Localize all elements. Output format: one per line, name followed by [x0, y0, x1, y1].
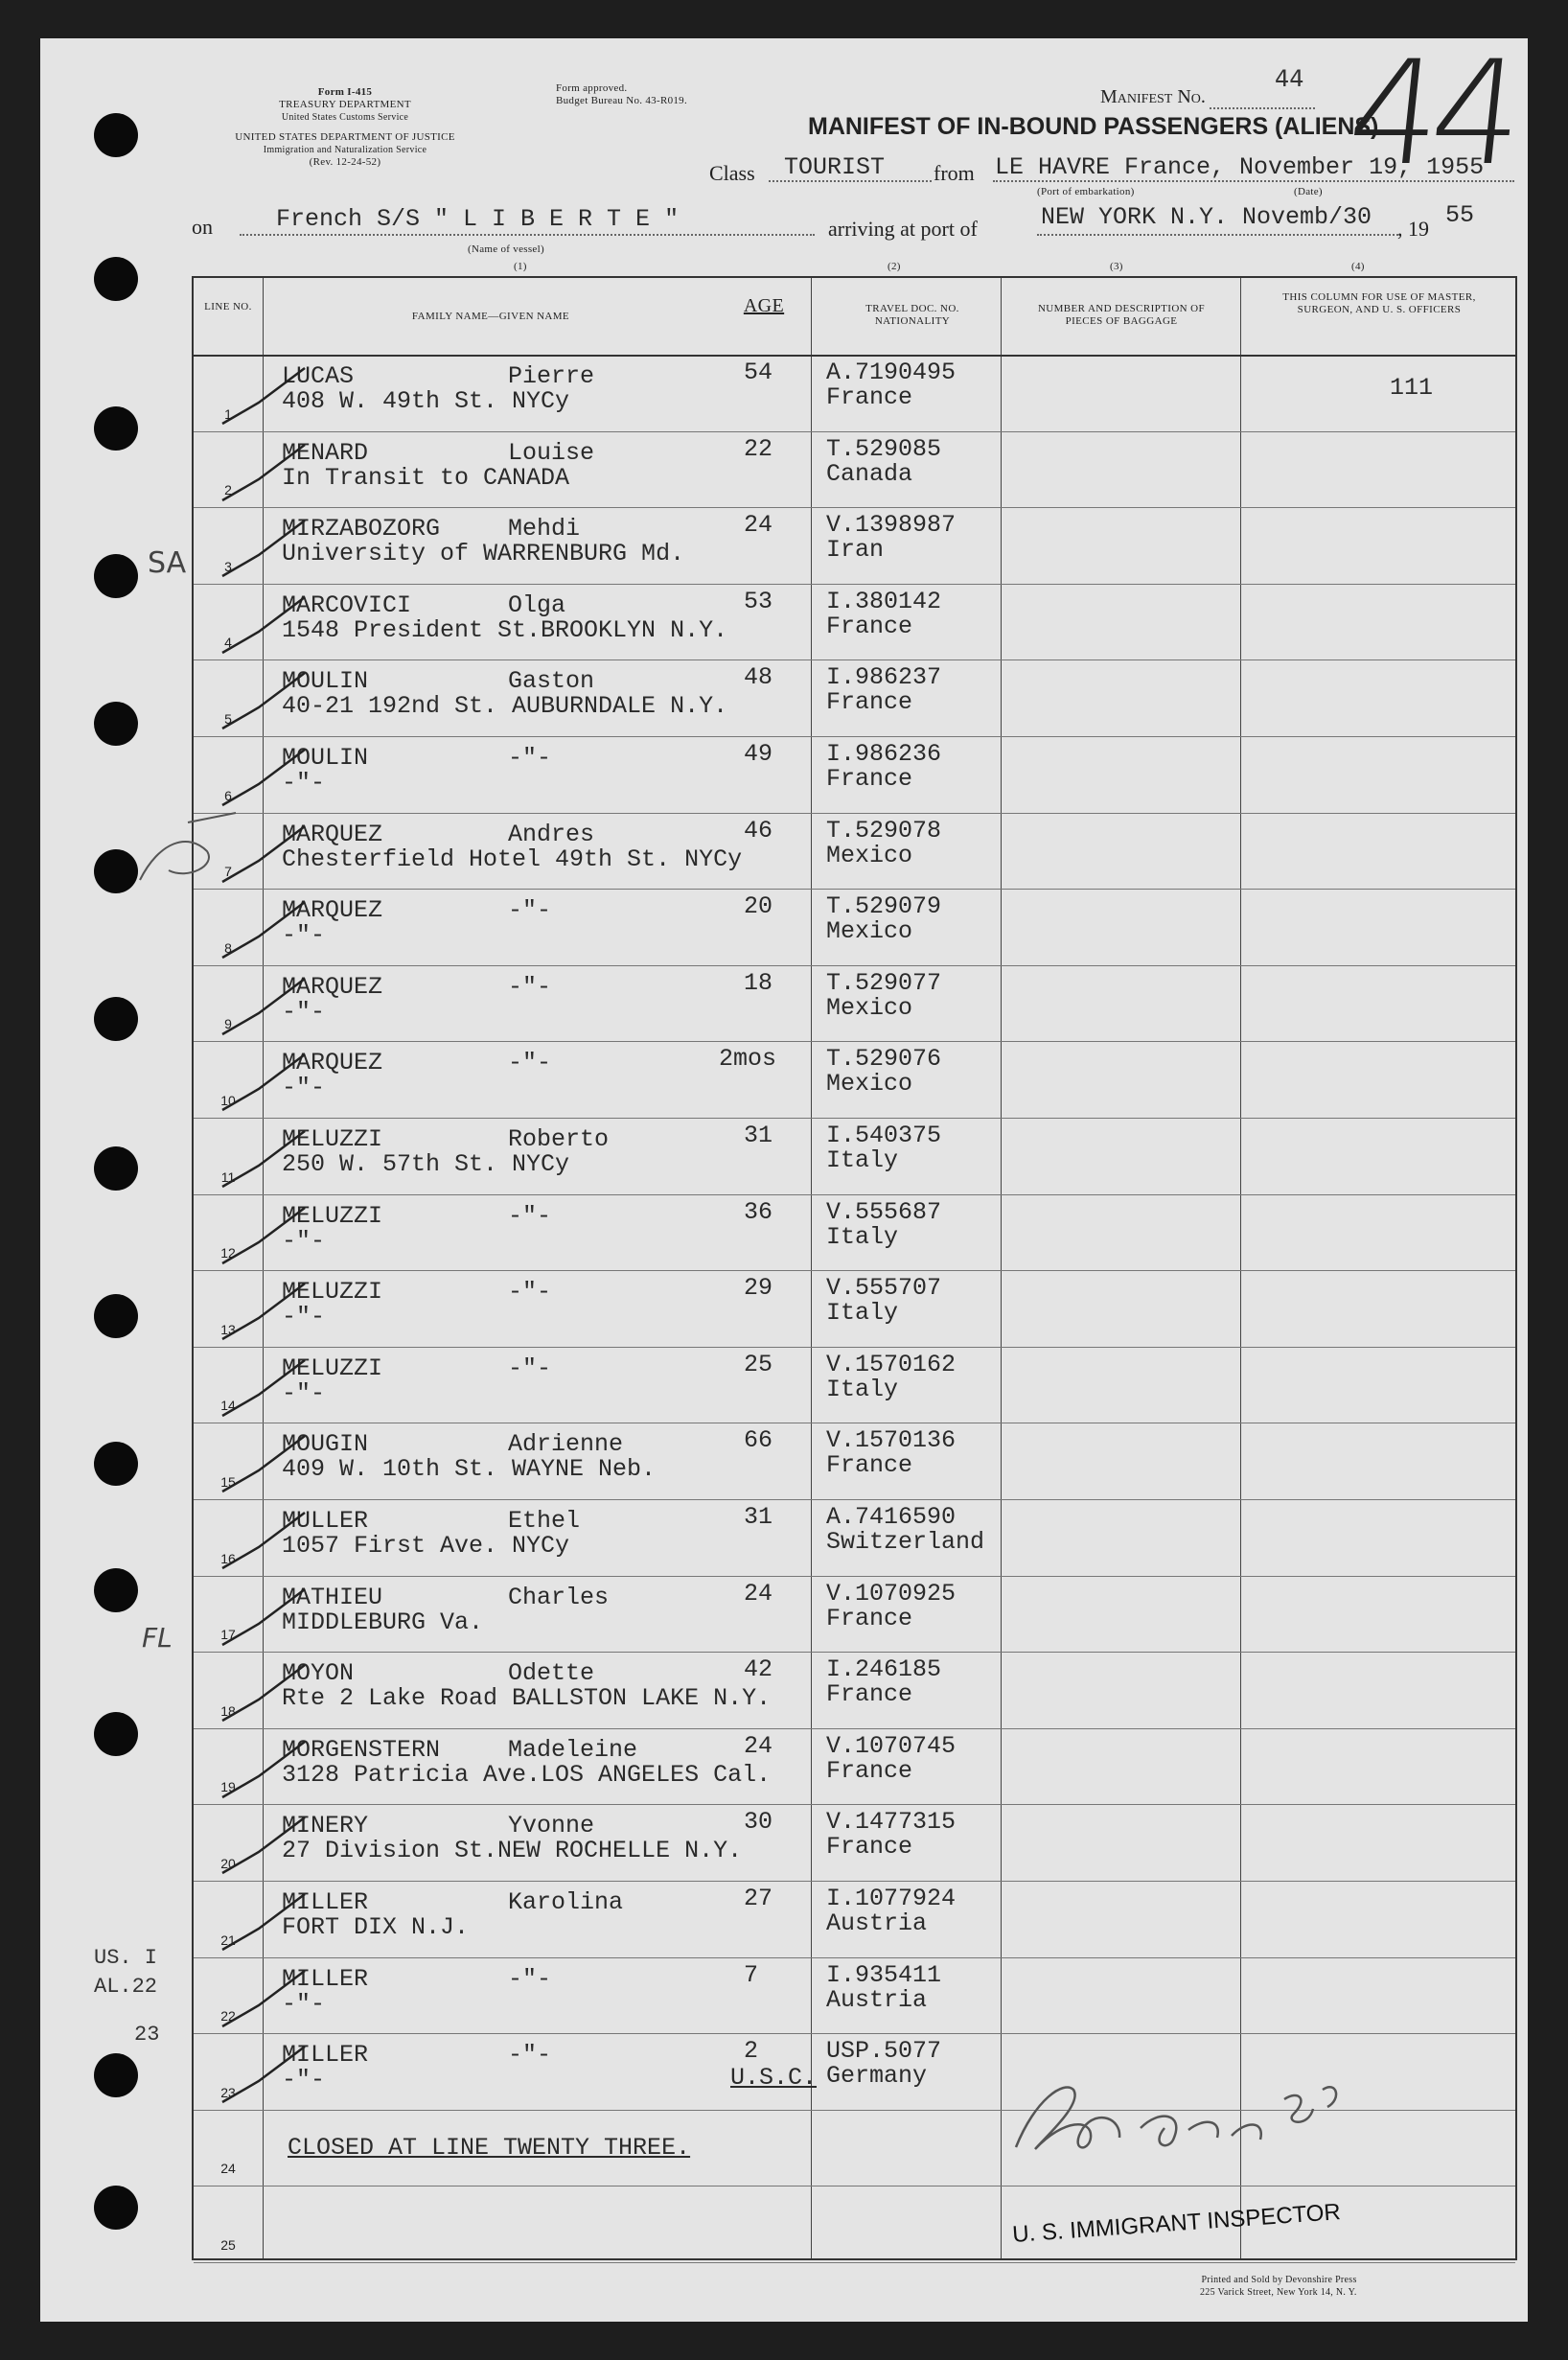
travel-doc-no: USP.5077 [826, 2037, 942, 2066]
given-name: -"- [508, 2041, 552, 2070]
address: 40-21 192nd St. AUBURNDALE N.Y. [282, 692, 728, 721]
age: 30 [744, 1808, 773, 1837]
binder-hole [94, 1294, 138, 1338]
year-prefix: , 19 [1397, 217, 1429, 241]
travel-doc-no: T.529076 [826, 1045, 942, 1074]
printer-line-2: 225 Varick Street, New York 14, N. Y. [1200, 2287, 1357, 2298]
address: -"- [282, 2066, 326, 2094]
family-name: MARQUEZ [282, 972, 383, 1001]
check-mark [213, 364, 318, 431]
age: 18 [744, 968, 773, 997]
class-value: TOURIST [784, 153, 886, 181]
family-name: LUCAS [282, 362, 355, 390]
date-caption: (Date) [1294, 186, 1323, 197]
nationality: Austria [826, 1985, 928, 2014]
address: 409 W. 10th St. WAYNE Neb. [282, 1455, 657, 1484]
given-name: Yvonne [508, 1812, 595, 1840]
port-embarkation-caption: (Port of embarkation) [1037, 186, 1135, 197]
age: 2mos [719, 1045, 777, 1074]
row-number: 23 [220, 2084, 236, 2100]
given-name: Mehdi [508, 515, 581, 544]
inspector-label: U. S. IMMIGRANT INSPECTOR [1011, 2199, 1342, 2248]
check-mark [213, 975, 318, 1042]
family-name: MINERY [282, 1812, 369, 1840]
travel-doc-no: A.7416590 [826, 1503, 957, 1531]
age: 7 [744, 1960, 759, 1989]
binder-hole [94, 1568, 138, 1612]
nationality: Austria [826, 1909, 928, 1937]
check-mark [213, 1356, 318, 1423]
given-name: -"- [508, 1049, 552, 1077]
table-row [194, 1347, 1515, 1423]
address: 250 W. 57th St. NYCy [282, 1150, 570, 1178]
age: 31 [744, 1503, 773, 1531]
table-row [194, 1576, 1515, 1653]
table-row [194, 1804, 1515, 1881]
ins-service: Immigration and Naturalization Service [263, 145, 427, 155]
manifest-no-label: Manifest No. [1100, 86, 1206, 107]
table-row [194, 1423, 1515, 1499]
family-name: MOYON [282, 1659, 355, 1688]
binder-hole [94, 1146, 138, 1191]
table-row [194, 1194, 1515, 1271]
row-number: 2 [224, 482, 232, 498]
table-row [194, 813, 1515, 890]
table-row [194, 736, 1515, 813]
address: Rte 2 Lake Road BALLSTON LAKE N.Y. [282, 1684, 772, 1713]
row-number: 8 [224, 939, 232, 956]
family-name: MATHIEU [282, 1583, 383, 1611]
age: 24 [744, 1579, 773, 1608]
printer-line-1: Printed and Sold by Devonshire Press [1201, 2275, 1357, 2285]
given-name: -"- [508, 1201, 552, 1230]
binder-hole [94, 1712, 138, 1756]
age: 24 [744, 1731, 773, 1760]
manifest-number-large: 44 [1340, 31, 1523, 197]
col4-number: (4) [1351, 261, 1365, 272]
nationality: France [826, 1833, 913, 1862]
address: 27 Division St.NEW ROCHELLE N.Y. [282, 1837, 743, 1865]
family-name: MILLER [282, 1888, 369, 1916]
customs-service: United States Customs Service [281, 112, 409, 123]
family-name: MORGENSTERN [282, 1735, 441, 1764]
address: -"- [282, 1378, 326, 1407]
nationality: France [826, 1451, 913, 1480]
row-number: 7 [224, 864, 232, 880]
address: -"- [282, 1226, 326, 1255]
table-row [194, 659, 1515, 736]
margin-note-us1: US. I [94, 1946, 158, 1970]
nationality: Germany [826, 2062, 928, 2091]
travel-doc-no: I.540375 [826, 1122, 942, 1149]
age: 42 [744, 1655, 773, 1684]
header-travel-doc: TRAVEL DOC. NO. NATIONALITY [865, 303, 959, 327]
margin-note-al22: AL.22 [94, 1975, 158, 1999]
age: 24 [744, 511, 773, 540]
family-name: MELUZZI [282, 1201, 383, 1230]
given-name: Pierre [508, 362, 595, 390]
address: 1057 First Ave. NYCy [282, 1532, 570, 1560]
binder-hole [94, 2186, 138, 2230]
travel-doc-no: V.555687 [826, 1197, 942, 1226]
arriving-dotted-line [1037, 234, 1401, 236]
check-mark [213, 1432, 318, 1499]
address: -"- [282, 921, 326, 950]
travel-doc-no: T.529077 [826, 968, 942, 997]
family-name: MELUZZI [282, 1125, 383, 1153]
nationality: Canada [826, 459, 913, 488]
given-name: Madeleine [508, 1735, 638, 1764]
nationality: Italy [826, 1146, 899, 1174]
family-name: MARQUEZ [282, 896, 383, 925]
vessel-dotted-line [240, 234, 815, 236]
margin-note-fl: FL [142, 1622, 173, 1654]
family-name: MENARD [282, 438, 369, 467]
nationality: Switzerland [826, 1528, 985, 1556]
row-number: 15 [220, 1473, 236, 1490]
row-number: 20 [220, 1855, 236, 1871]
check-mark [213, 1509, 318, 1576]
travel-doc-no: I.380142 [826, 587, 942, 615]
header-officers: THIS COLUMN FOR USE OF MASTER, SURGEON, AND U. S. OFFICERS [1282, 291, 1476, 315]
col2-number: (2) [888, 261, 901, 272]
row-number: 10 [220, 1092, 236, 1108]
form-number: Form I-415 [317, 86, 373, 98]
table-row [194, 1881, 1515, 1957]
vessel-caption: (Name of vessel) [468, 243, 544, 255]
binder-hole [94, 257, 138, 301]
given-name: Andres [508, 820, 595, 848]
row-number: 16 [220, 1550, 236, 1566]
address: 1548 President St.BROOKLYN N.Y. [282, 615, 728, 644]
closed-statement: CLOSED AT LINE TWENTY THREE. [288, 2134, 691, 2162]
age: 27 [744, 1885, 773, 1912]
from-label: from [934, 161, 975, 185]
nationality: France [826, 1604, 913, 1632]
address: -"- [282, 1074, 326, 1102]
travel-doc-no: V.1570162 [826, 1350, 957, 1378]
row-number: 3 [224, 558, 232, 574]
travel-doc-no: I.246185 [826, 1655, 942, 1684]
check-mark [213, 1967, 318, 2034]
row-number: 9 [224, 1016, 232, 1032]
check-mark [213, 669, 318, 736]
table-row [194, 1728, 1515, 1805]
given-name: Gaston [508, 667, 595, 696]
row-number: 14 [220, 1398, 236, 1414]
family-name: MULLER [282, 1507, 369, 1535]
family-name: MARQUEZ [282, 820, 383, 848]
given-name: Odette [508, 1659, 595, 1688]
nationality: Mexico [826, 993, 913, 1022]
age: 20 [744, 892, 773, 921]
form-header-block [182, 86, 508, 169]
table-row [194, 507, 1515, 584]
address: Chesterfield Hotel 49th St. NYCy [282, 845, 743, 873]
row-number: 5 [224, 710, 232, 727]
table-row [194, 1652, 1515, 1728]
age: 46 [744, 816, 773, 845]
class-label: Class [709, 161, 755, 185]
table-row [194, 889, 1515, 965]
travel-doc-no: V.555707 [826, 1274, 942, 1303]
family-name: MOUGIN [282, 1430, 369, 1459]
nationality: Italy [826, 1299, 899, 1328]
address: -"- [282, 769, 326, 797]
binder-hole [94, 113, 138, 157]
row-number: 11 [220, 1168, 236, 1185]
nationality: France [826, 765, 913, 793]
officer-note: 111 [1390, 374, 1434, 402]
travel-doc-no: T.529085 [826, 434, 942, 463]
printer-credit [1200, 2274, 1357, 2299]
age: 31 [744, 1122, 773, 1149]
form-approval [556, 82, 687, 107]
age: 29 [744, 1274, 773, 1303]
given-name: -"- [508, 972, 552, 1001]
age: 22 [744, 434, 773, 463]
age: 2 [744, 2037, 759, 2066]
binder-hole [94, 997, 138, 1041]
row-number: 22 [220, 2008, 236, 2025]
family-name: MELUZZI [282, 1278, 383, 1307]
nationality: Mexico [826, 917, 913, 946]
justice-dept: UNITED STATES DEPARTMENT OF JUSTICE [235, 131, 455, 143]
check-mark [213, 2043, 318, 2110]
travel-doc-no: A.7190495 [826, 359, 957, 386]
travel-doc-no: I.935411 [826, 1960, 942, 1989]
nationality: France [826, 612, 913, 640]
from-value: LE HAVRE France, November 19, 1955 [995, 153, 1485, 181]
family-name: MOULIN [282, 744, 369, 772]
nationality: Mexico [826, 1070, 913, 1099]
address: FORT DIX N.J. [282, 1913, 470, 1941]
binder-hole [94, 554, 138, 598]
travel-doc-no: I.1077924 [826, 1885, 957, 1912]
check-mark [213, 1051, 318, 1118]
table-row [194, 1270, 1515, 1347]
header-baggage: NUMBER AND DESCRIPTION OF PIECES OF BAGGAGE [1037, 303, 1206, 327]
row-divider [194, 2262, 1515, 2263]
address: -"- [282, 1989, 326, 2018]
travel-doc-no: V.1570136 [826, 1426, 957, 1455]
year-value: 55 [1445, 201, 1475, 229]
given-name: -"- [508, 1354, 552, 1382]
row-number: 24 [220, 2161, 236, 2177]
binder-hole [94, 1442, 138, 1486]
table-row [194, 355, 1515, 431]
nationality: Italy [826, 1375, 899, 1403]
header-name: FAMILY NAME—GIVEN NAME [411, 311, 570, 322]
check-mark [213, 898, 318, 965]
given-name: Roberto [508, 1125, 610, 1153]
given-name: -"- [508, 1964, 552, 1993]
travel-doc-no: V.1070745 [826, 1731, 957, 1760]
approved-label: Form approved. [556, 82, 628, 94]
vessel-value: French S/S " L I B E R T E " [276, 205, 680, 233]
inspector-signature [978, 2061, 1457, 2166]
row-number: 13 [220, 1321, 236, 1337]
travel-doc-no: I.986237 [826, 663, 942, 692]
binder-hole [94, 702, 138, 746]
row-number: 18 [220, 1702, 236, 1719]
check-mark [213, 1890, 318, 1957]
age: 36 [744, 1197, 773, 1226]
family-name: MARCOVICI [282, 590, 412, 619]
col1-number: (1) [514, 261, 527, 272]
given-name: Karolina [508, 1888, 624, 1916]
row-number: 4 [224, 635, 232, 651]
address: In Transit to CANADA [282, 463, 570, 492]
travel-doc-no: V.1398987 [826, 511, 957, 540]
address: 3128 Patricia Ave.LOS ANGELES Cal. [282, 1760, 772, 1789]
binder-hole [94, 2053, 138, 2097]
revision-date: (Rev. 12-24-52) [309, 156, 381, 168]
margin-note-23: 23 [134, 2023, 160, 2047]
given-name: Ethel [508, 1507, 581, 1535]
table-row [194, 431, 1515, 508]
given-name: -"- [508, 1278, 552, 1307]
passenger-table [192, 276, 1517, 2260]
age: 66 [744, 1426, 773, 1455]
age: 53 [744, 587, 773, 615]
family-name: MARQUEZ [282, 1049, 383, 1077]
check-mark [213, 1661, 318, 1728]
travel-doc-no: V.1477315 [826, 1808, 957, 1837]
nationality: France [826, 1680, 913, 1709]
check-mark [213, 1204, 318, 1271]
treasury-dept: TREASURY DEPARTMENT [279, 99, 411, 110]
row-number: 17 [220, 1627, 236, 1643]
age: 48 [744, 663, 773, 692]
given-name: Olga [508, 590, 566, 619]
travel-doc-no: T.529079 [826, 892, 942, 921]
check-mark [213, 1585, 318, 1653]
header-line-no: LINE NO. [204, 301, 252, 312]
row-number: 12 [220, 1245, 236, 1261]
given-name: -"- [508, 896, 552, 925]
margin-note-sa: SA [148, 546, 187, 580]
given-name: -"- [508, 744, 552, 772]
table-row [194, 965, 1515, 1042]
age: 49 [744, 740, 773, 768]
row-number: 21 [220, 1932, 236, 1948]
table-row [194, 1499, 1515, 1576]
address: -"- [282, 1303, 326, 1331]
row-number: 1 [224, 405, 232, 422]
given-name: Charles [508, 1583, 610, 1611]
check-mark [213, 1280, 318, 1347]
family-name: MOULIN [282, 667, 369, 696]
nationality: Italy [826, 1222, 899, 1251]
check-mark [213, 441, 318, 508]
travel-doc-no: T.529078 [826, 816, 942, 845]
on-label: on [192, 215, 213, 239]
travel-doc-no: V.1070925 [826, 1579, 957, 1608]
address: -"- [282, 997, 326, 1026]
family-name: MIRZABOZORG [282, 515, 441, 544]
nationality: Iran [826, 536, 885, 565]
check-mark [213, 1814, 318, 1881]
table-row [194, 1957, 1515, 2034]
family-name: MELUZZI [282, 1354, 383, 1382]
arriving-label: arriving at port of [828, 217, 978, 241]
margin-flourish [130, 803, 245, 899]
arriving-value: NEW YORK N.Y. Novemb/30 [1041, 203, 1372, 231]
budget-bureau: Budget Bureau No. 43-R019. [556, 95, 688, 106]
row-number: 19 [220, 1779, 236, 1795]
check-mark [213, 1738, 318, 1805]
nationality: France [826, 383, 913, 411]
nationality: Mexico [826, 841, 913, 869]
nationality: France [826, 1756, 913, 1785]
table-row [194, 1118, 1515, 1194]
address: 408 W. 49th St. NYCy [282, 387, 570, 415]
table-row [194, 1041, 1515, 1118]
header-age: AGE [743, 295, 785, 316]
age: 25 [744, 1350, 773, 1378]
row-number: 6 [224, 787, 232, 803]
given-name: Louise [508, 438, 595, 467]
family-name: MILLER [282, 2041, 369, 2070]
binder-hole [94, 406, 138, 451]
travel-doc-no: I.986236 [826, 740, 942, 768]
table-row [194, 584, 1515, 660]
check-mark [213, 1127, 318, 1194]
nationality: France [826, 688, 913, 717]
family-name: MILLER [282, 1964, 369, 1993]
col3-number: (3) [1110, 261, 1123, 272]
address: University of WARRENBURG Md. [282, 540, 685, 568]
given-name: Adrienne [508, 1430, 624, 1459]
row-number: 25 [220, 2236, 236, 2253]
age: 54 [744, 359, 773, 386]
manifest-no-value: 44 [1275, 65, 1304, 92]
age-note: U.S.C. [730, 2064, 818, 2093]
manifest-title: MANIFEST OF IN-BOUND PASSENGERS (ALIENS) [808, 113, 1379, 140]
check-mark [213, 593, 318, 660]
manifest-dotted-line [1210, 107, 1315, 109]
check-mark [213, 517, 318, 584]
address: MIDDLEBURG Va. [282, 1608, 484, 1636]
